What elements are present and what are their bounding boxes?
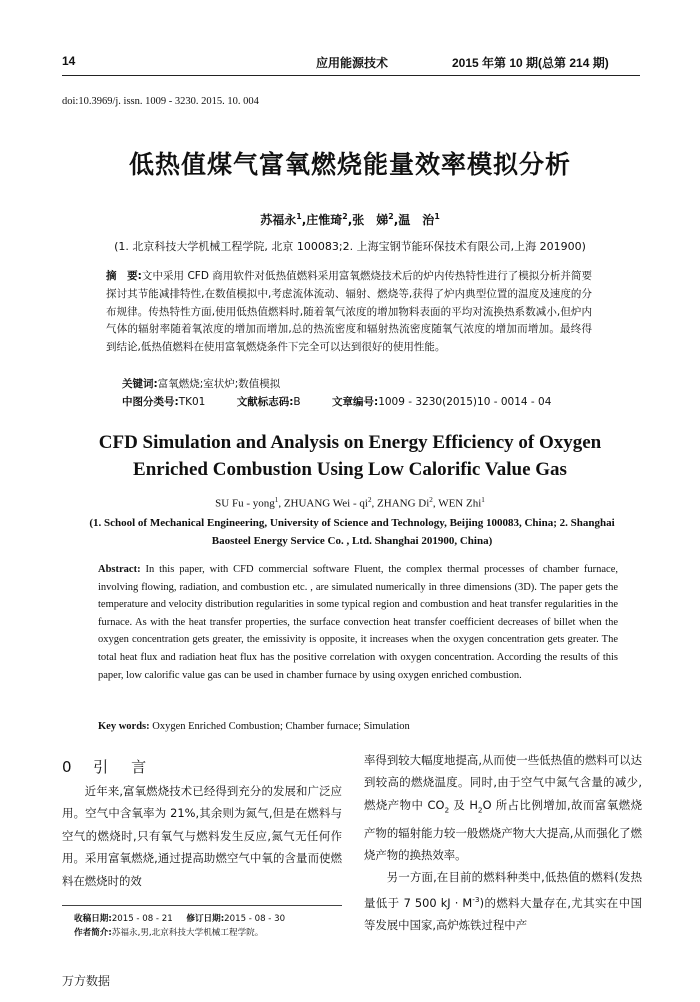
body-paragraph xyxy=(364,866,642,936)
keywords-en xyxy=(98,721,410,732)
abstract-en-text: In this paper, with CFD commercial software Fluent, the complex thermal processes of chamber furnace, involving flowing, radiation, and combustion etc. , are simulated numerically in three dimensions (3D). The paper gets the temperature and velocity distribution regularities in some typical region and combustion and heat transfer regularities in the furnace. As with the heat transfer properties, the surface convection heat transfer coefficient decreases of billet when the oxygen concentration gets greater, the emissivity is opposite, it increases when the oxygen concentration gets greater. The total heat flux and radiation heat flux has the positive correlation with oxygen concentration. According the results of this paper, low calorific value gas can be used in chamber furnace by using oxygen enriched combustion. xyxy=(98,564,619,681)
author-en: WEN Zhi xyxy=(438,497,482,510)
article-no-label: 文章编号: xyxy=(331,396,379,408)
journal-name: 应用能源技术 xyxy=(316,56,389,70)
text-run: 率得到较大幅度地提高,从而使一些低热值的燃料可以达到较高的燃烧温度。同时,由于空气中氮气含量的减少,燃烧产物中 CO xyxy=(364,753,642,812)
revised-date: 2015 - 08 - 30 xyxy=(224,914,286,924)
subscript: 2 xyxy=(444,805,450,815)
doc-code-value: B xyxy=(293,396,301,408)
title-en-line1: CFD Simulation and Analysis on Energy Efficiency of Oxygen xyxy=(98,432,602,453)
author-sup: 1 xyxy=(274,496,279,504)
abstract-zh xyxy=(106,268,592,357)
keywords-zh-text: 富氧燃烧;室状炉;数值模拟 xyxy=(157,378,281,390)
text-run: )的燃料大量存在,尤其实在中国等发展中国家,高炉炼铁过程中产 xyxy=(364,895,642,932)
author-zh: 庄惟琦 xyxy=(306,213,343,227)
author-sup: 2 xyxy=(388,212,394,221)
author-zh: 苏福永 xyxy=(260,213,297,227)
author-zh: 张 娣 xyxy=(352,213,389,227)
section-title: 引 言 xyxy=(93,758,151,776)
title-en xyxy=(0,429,700,483)
footnote-rule xyxy=(62,905,342,906)
text-run: 另一方面,在目前的燃料种类中,低热值的燃料(发热量低于 7 500 kJ · M xyxy=(364,870,642,910)
body-paragraph: 近年来,富氧燃烧技术已经得到充分的发展和广泛应用。空气中含氧率为 21%,其余则为氮气,但是在燃料与空气的燃烧时,只有氧气与燃料发生反应,氮气无任何作用。采用富氧燃烧,通过提高助燃空气中氧的含量而使燃料在燃烧时的效 xyxy=(62,784,342,888)
footnote xyxy=(74,912,285,940)
author-bio-label: 作者简介: xyxy=(74,928,112,938)
classification-line xyxy=(122,394,579,409)
page-number: 14 xyxy=(62,54,76,68)
author-zh: 温 治 xyxy=(398,213,435,227)
section-number: 0 xyxy=(62,758,76,776)
section-heading xyxy=(62,756,150,777)
received-date: 2015 - 08 - 21 xyxy=(111,914,173,924)
author-en: ZHUANG Wei - qi xyxy=(283,497,368,510)
abstract-zh-label: 摘 要: xyxy=(106,270,142,282)
authors-en: SU Fu - yong$^1$, ZHUANG Wei - $qi^2$, ZHANG Di$^2$, WEN Zhi$^1$ xyxy=(215,496,485,510)
issue-info: 2015 年第 10 期(总第 214 期) xyxy=(452,56,609,70)
author-sup: 1 xyxy=(296,212,302,221)
abstract-en xyxy=(98,561,618,684)
body-column-left xyxy=(62,780,342,892)
article-no-value: 1009 - 3230(2015)10 - 0014 - 04 xyxy=(378,396,552,408)
abstract-en-label: Abstract: xyxy=(98,564,141,575)
authors-zh: 苏福永$^1$,庄惟琦$^2$,张 娣$^2$,温 治$^1$ xyxy=(260,212,440,227)
author-sup: 1 xyxy=(434,212,440,221)
text-run: 及 H xyxy=(449,797,478,812)
footnote-dates xyxy=(74,912,285,926)
author-sup: 1 xyxy=(481,496,485,504)
watermark: 万方数据 xyxy=(62,974,111,988)
header-rule xyxy=(62,75,640,76)
received-label: 收稿日期: xyxy=(74,914,112,924)
author-bio: 苏福永,男,北京科技大学机械工程学院。 xyxy=(111,928,264,938)
doi: doi:10.3969/j. issn. 1009 - 3230. 2015. 10. 004 xyxy=(62,96,259,107)
title-en-line2: Enriched Combustion Using Low Calorific Value Gas xyxy=(133,459,567,480)
superscript: -3 xyxy=(472,894,480,904)
clc-value: TK01 xyxy=(178,396,206,408)
text-run: O 所占比例增加,故而富氧燃烧产物的辐射能力较一般燃烧产物大大提高,从而强化了燃烧产物的换热效率。 xyxy=(364,797,642,862)
affiliation-zh: (1. 北京科技大学机械工程学院, 北京 100083;2. 上海宝钢节能环保技术有限公司,上海 201900) xyxy=(114,240,586,253)
body-paragraph xyxy=(364,749,642,866)
clc-label: 中图分类号: xyxy=(122,396,179,408)
affiliation-en: (1. School of Mechanical Engineering, University of Science and Technology, Beijing 100083, China; 2. Shanghai Baosteel Energy Service Co. , Ltd. Shanghai 201900, China) xyxy=(89,517,615,547)
body-column-right xyxy=(364,749,642,936)
keywords-en-label: Key words: xyxy=(98,721,150,732)
author-en: SU Fu - yong xyxy=(215,497,275,510)
title-zh: 低热值煤气富氧燃烧能量效率模拟分析 xyxy=(128,150,571,179)
revised-label: 修订日期: xyxy=(186,914,225,924)
footnote-author xyxy=(74,926,285,940)
abstract-zh-text: 文中采用 CFD 商用软件对低热值燃料采用富氧燃烧技术后的炉内传热特性进行了模拟分析并简要探讨其节能减排特性,在数值模拟中,考虑流体流动、辐射、燃烧等,获得了炉内典型位置的温度及速度的分布规律。传热特性方面,使用低热值燃料时,随着氧气浓度的增加物料表面的平均对流换热系数减小,但炉内气体的辐射率随着氧浓度的增加而增加,总的热流密度和辐射热流密度随氧气浓度的增加而增加。最终得到结论,低热值燃料在使用富氧燃烧条件下完全可以达到很好的使用性能。 xyxy=(106,270,592,354)
author-en: ZHANG Di xyxy=(377,497,430,510)
doc-code-label: 文献标志码: xyxy=(236,396,294,408)
keywords-zh xyxy=(122,376,280,391)
author-sup: 2 xyxy=(367,496,372,504)
author-sup: 2 xyxy=(429,496,433,504)
keywords-zh-label: 关键词: xyxy=(122,378,158,390)
author-sup: 2 xyxy=(342,212,348,221)
subscript: 2 xyxy=(477,805,483,815)
keywords-en-text: Oxygen Enriched Combustion; Chamber furnace; Simulation xyxy=(152,721,410,732)
